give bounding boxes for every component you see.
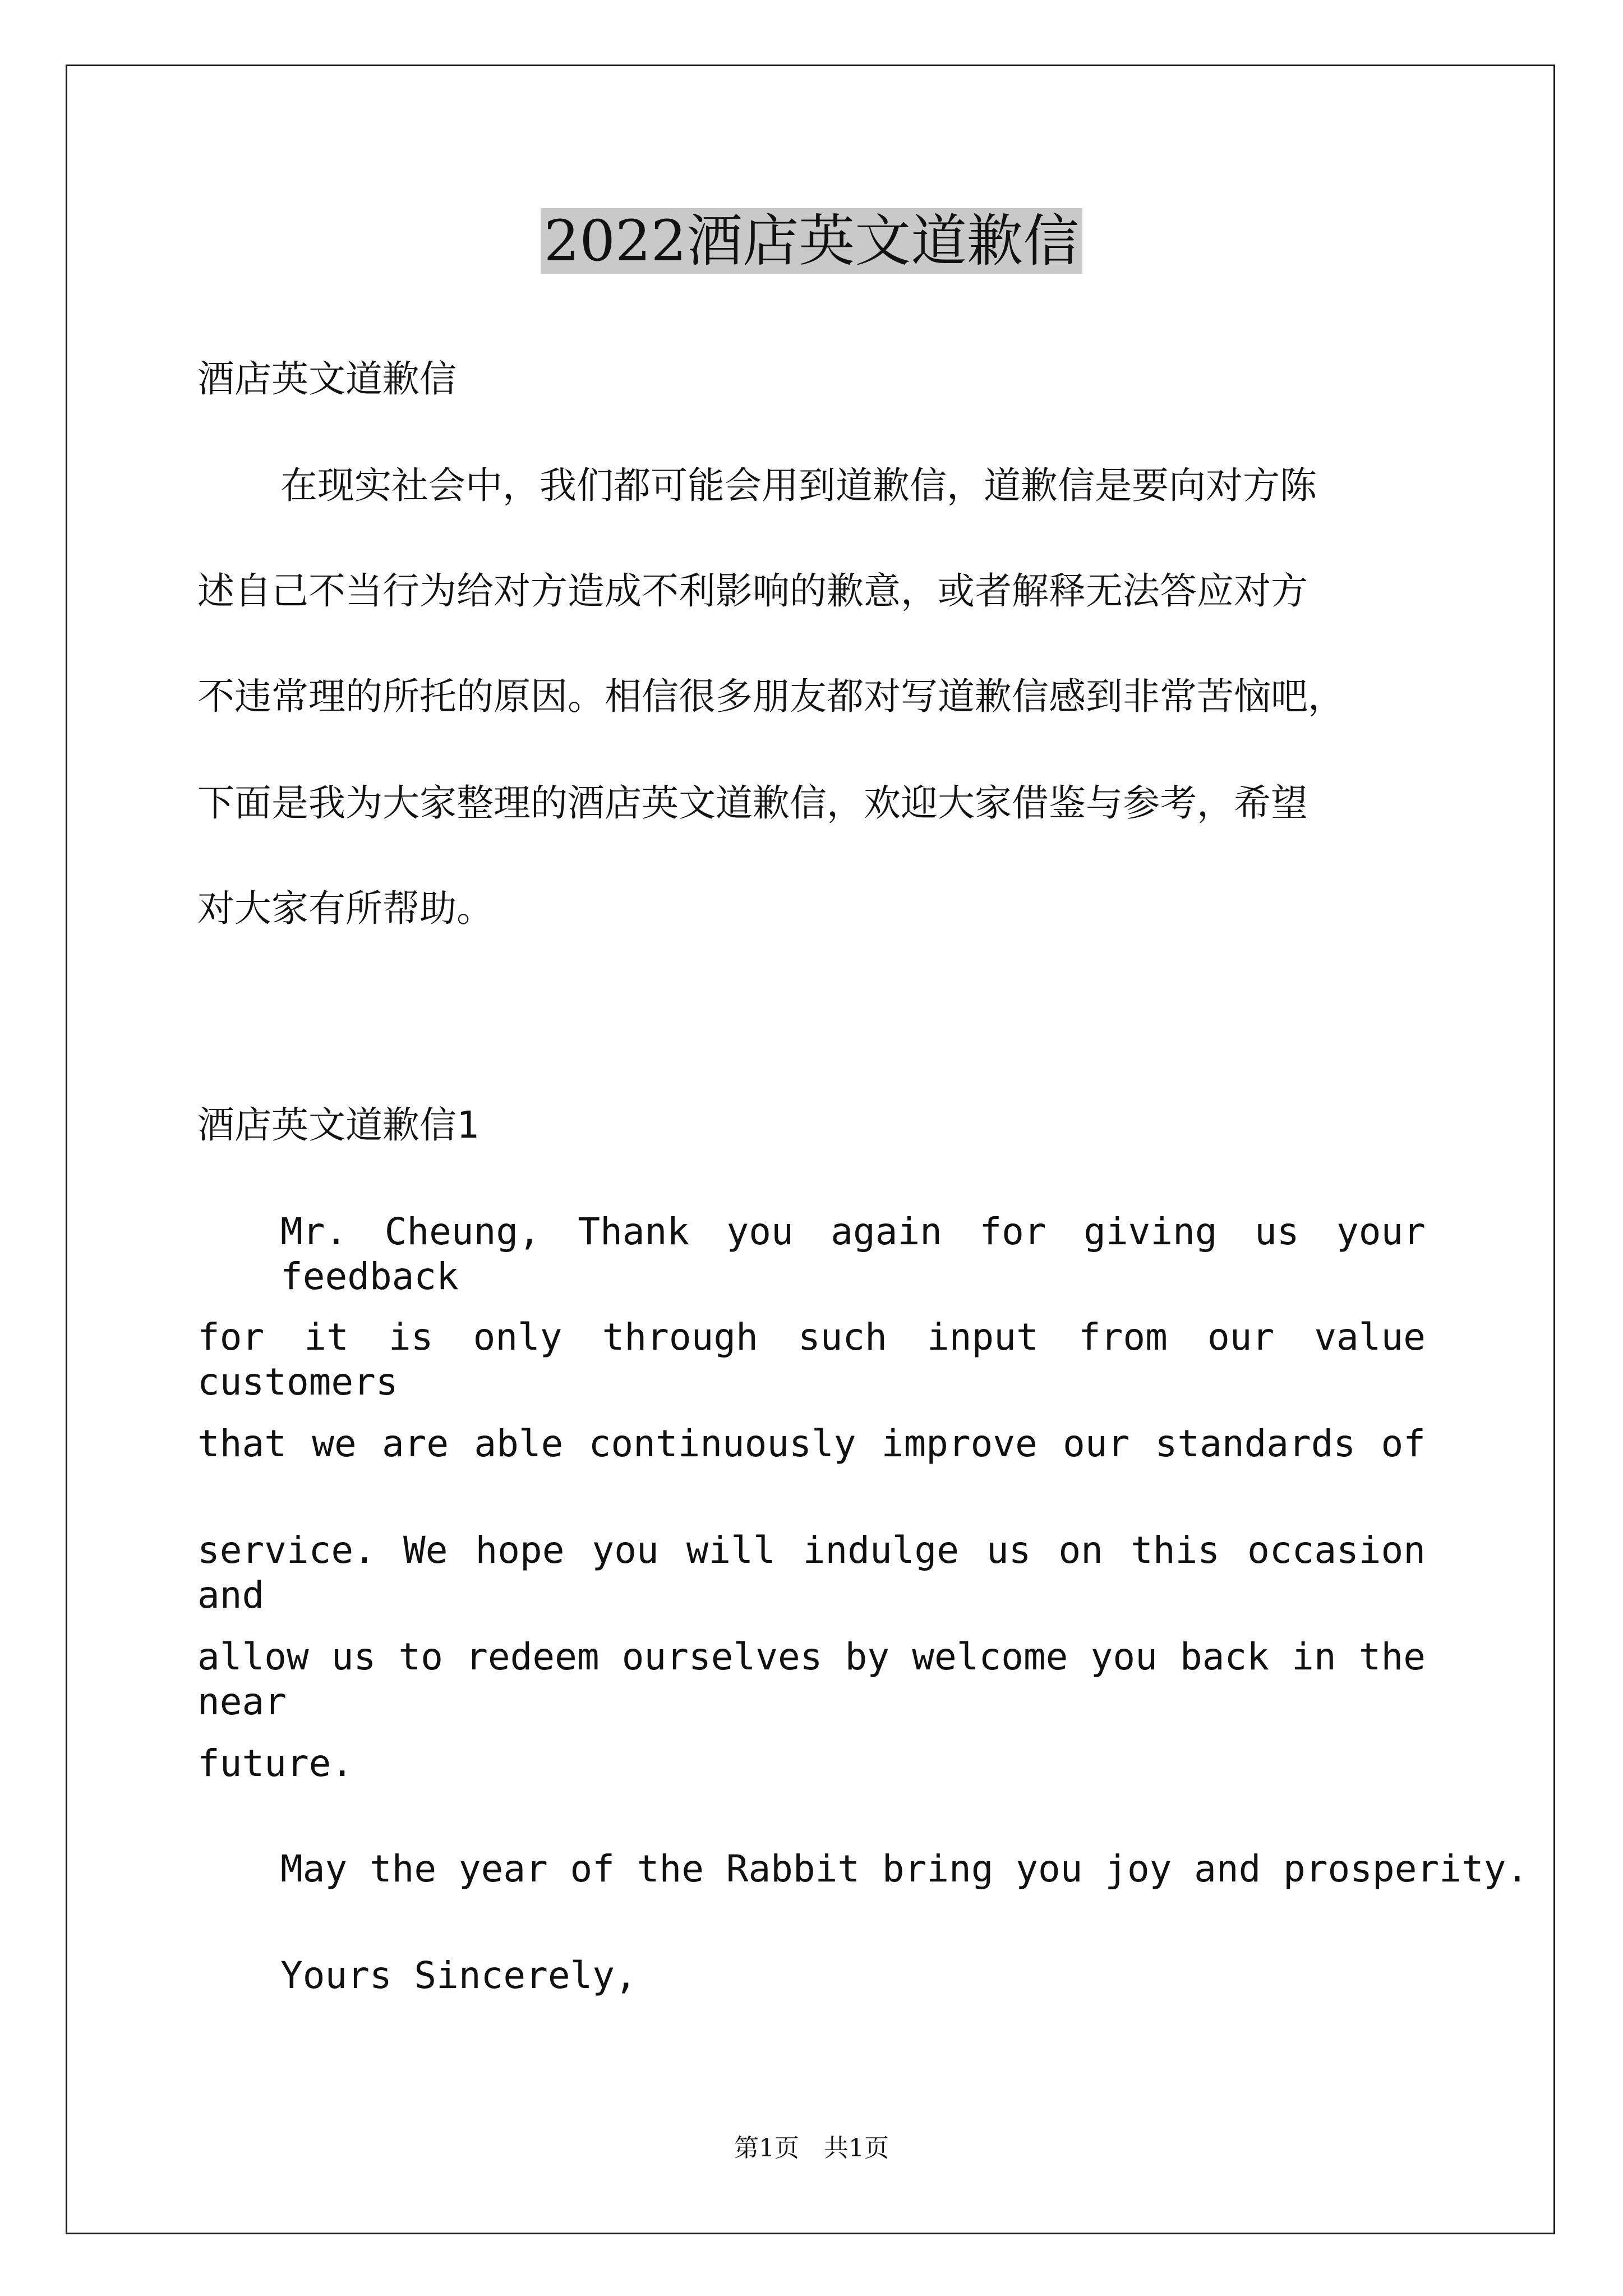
letter-line: Mr. Cheung, Thank you again for giving us your feedback — [280, 1210, 1426, 1298]
letter-line: for it is only through such input from our value customers — [197, 1315, 1426, 1404]
letter-line: future. — [197, 1742, 354, 1785]
intro-line: 下面是我为大家整理的酒店英文道歉信，欢迎大家借鉴与参考，希望 — [197, 781, 1308, 825]
intro-line: 在现实社会中，我们都可能会用到道歉信，道歉信是要向对方陈 — [280, 464, 1317, 507]
closing-wish: May the year of the Rabbit bring you joy and prosperity. — [280, 1847, 1529, 1890]
section-heading: 酒店英文道歉信1 — [197, 1103, 479, 1147]
letter-line: that we are able continuously improve our standards of — [197, 1422, 1426, 1465]
subheading: 酒店英文道歉信 — [197, 357, 457, 401]
page-number-footer: 第1页 共1页 — [734, 2134, 889, 2162]
intro-line: 述自己不当行为给对方造成不利影响的歉意，或者解释无法答应对方 — [197, 569, 1308, 613]
letter-line: allow us to redeem ourselves by welcome you back in the near — [197, 1635, 1426, 1723]
signoff: Yours Sincerely, — [280, 1954, 637, 1997]
document-title: 2022酒店英文道歉信 — [0, 202, 1623, 280]
intro-line: 对大家有所帮助。 — [197, 887, 494, 930]
letter-line: service. We hope you will indulge us on this occasion and — [197, 1529, 1426, 1617]
intro-line: 不违常理的所托的原因。相信很多朋友都对写道歉信感到非常苦恼吧， — [197, 675, 1345, 718]
